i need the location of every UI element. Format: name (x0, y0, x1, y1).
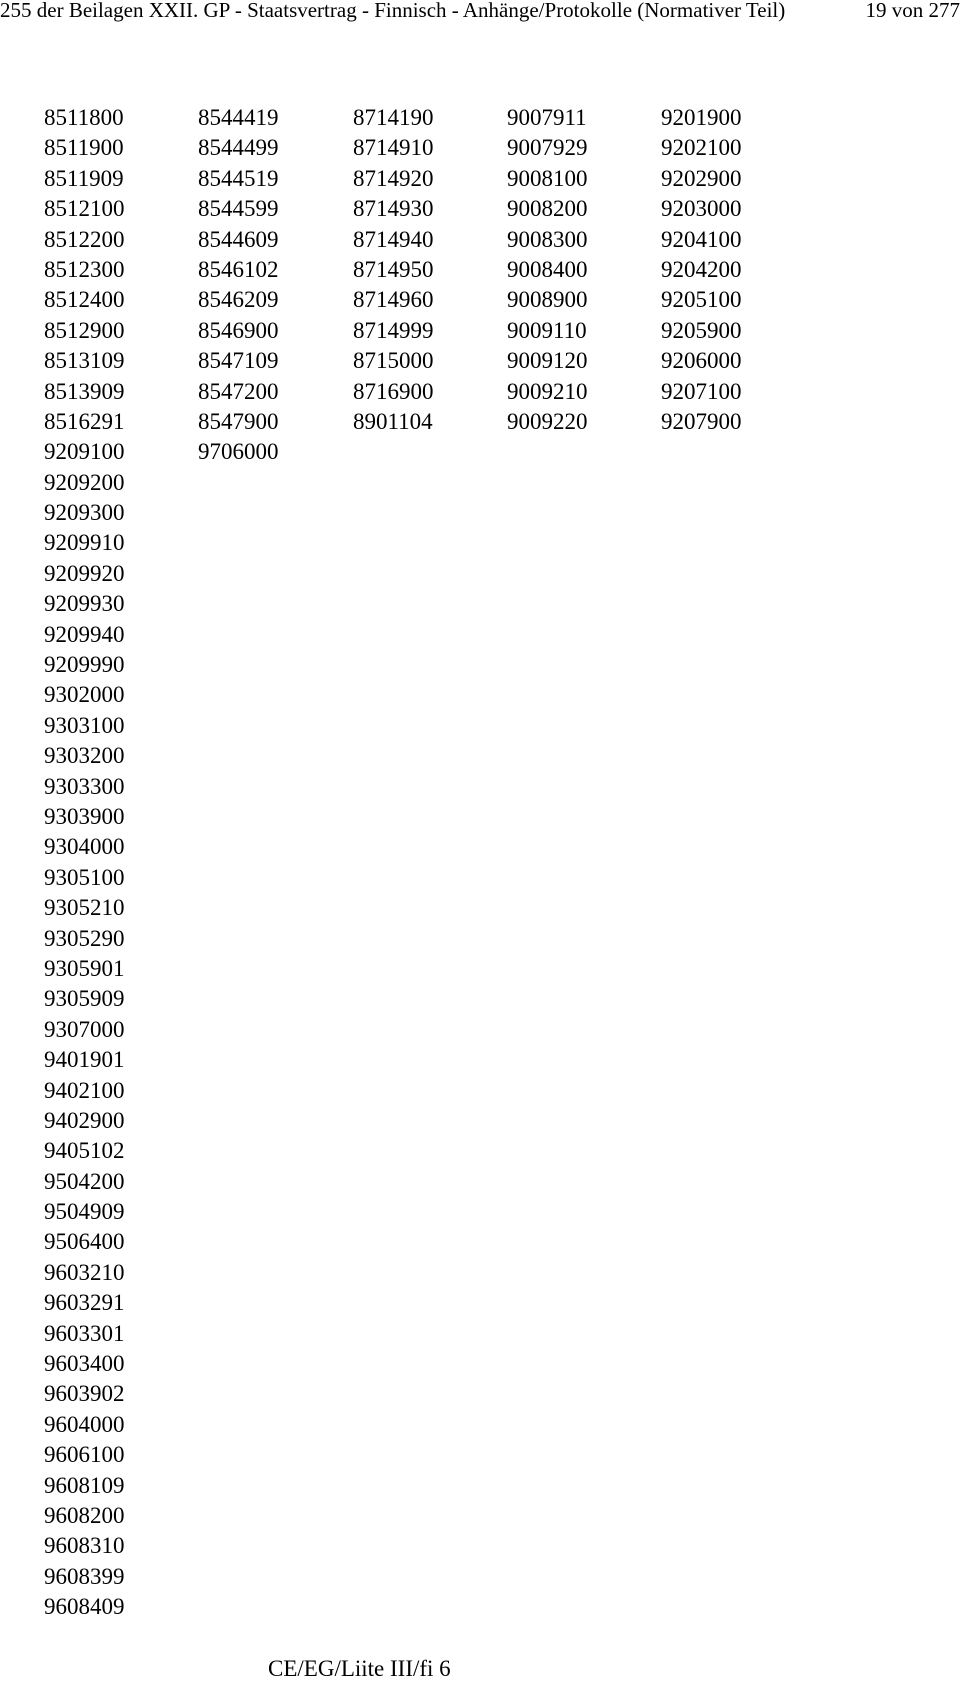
code-entry: 8714930 (353, 196, 434, 222)
code-entry: 9008300 (507, 226, 588, 252)
code-entry: 9209300 (44, 500, 125, 526)
code-entry: 8516291 (44, 408, 125, 434)
code-entry: 9008200 (507, 196, 588, 222)
code-column-4 (507, 103, 588, 437)
code-entry: 9008400 (507, 256, 588, 282)
code-entry: 8512200 (44, 226, 125, 252)
code-entry: 9008900 (507, 287, 588, 313)
code-entry: 8714940 (353, 226, 434, 252)
code-entry: 8511909 (44, 165, 124, 191)
code-entry: 8714999 (353, 317, 434, 343)
code-entry: 9603301 (44, 1320, 125, 1346)
document-title: 255 der Beilagen XXII. GP - Staatsvertrag - Finnisch - Anhänge/Protokolle (Normativer Teil) (0, 0, 786, 22)
code-entry: 9405102 (44, 1138, 125, 1164)
code-entry: 9305290 (44, 925, 125, 951)
code-entry: 9009110 (507, 317, 587, 343)
code-entry: 9305909 (44, 986, 125, 1012)
code-entry: 8544609 (198, 226, 279, 252)
code-column-2 (198, 103, 279, 468)
code-entry: 8714950 (353, 256, 434, 282)
code-entry: 9009220 (507, 408, 588, 434)
code-entry: 9706000 (198, 439, 279, 465)
code-entry: 9202100 (661, 135, 742, 161)
code-entry: 8547200 (198, 378, 279, 404)
code-entry: 9009120 (507, 348, 588, 374)
code-entry: 9608109 (44, 1472, 125, 1498)
code-entry: 9206000 (661, 348, 742, 374)
code-entry: 8546900 (198, 317, 279, 343)
code-entry: 8544599 (198, 196, 279, 222)
code-entry: 9504909 (44, 1199, 125, 1225)
code-entry: 9302000 (44, 682, 125, 708)
code-entry: 9007929 (507, 135, 588, 161)
code-entry: 9203000 (661, 196, 742, 222)
code-entry: 9608200 (44, 1502, 125, 1528)
code-entry: 8544519 (198, 165, 279, 191)
code-entry: 9304000 (44, 834, 125, 860)
code-entry: 9402900 (44, 1107, 125, 1133)
code-column-1 (44, 103, 125, 1623)
code-entry: 9608409 (44, 1594, 125, 1620)
page-footer: CE/EG/Liite III/fi 6 (268, 1656, 451, 1681)
code-entry: 9303900 (44, 803, 125, 829)
code-entry: 8544499 (198, 135, 279, 161)
code-entry: 9204100 (661, 226, 742, 252)
code-entry: 8547109 (198, 348, 279, 374)
code-entry: 9506400 (44, 1229, 125, 1255)
code-entry: 8513909 (44, 378, 125, 404)
page-number: 19 von 277 (865, 0, 960, 22)
code-entry: 9209910 (44, 530, 125, 556)
code-entry: 9303300 (44, 773, 125, 799)
code-entry: 9604000 (44, 1411, 125, 1437)
code-entry: 9007911 (507, 105, 587, 130)
code-entry: 9603400 (44, 1351, 125, 1377)
code-entry: 8512100 (44, 196, 125, 222)
code-entry: 9008100 (507, 165, 588, 191)
code-entry: 8546209 (198, 287, 279, 313)
code-entry: 9603291 (44, 1290, 125, 1316)
code-entry: 9401901 (44, 1047, 125, 1073)
code-entry: 9606100 (44, 1442, 125, 1468)
code-entry: 9305901 (44, 955, 125, 981)
code-entry: 9209200 (44, 469, 125, 495)
code-entry: 9303100 (44, 712, 125, 738)
code-entry: 8714190 (353, 105, 434, 130)
code-entry: 8714960 (353, 287, 434, 313)
code-entry: 9305210 (44, 895, 125, 921)
code-entry: 9209100 (44, 439, 125, 465)
code-entry: 8511900 (44, 135, 124, 161)
code-entry: 9201900 (661, 105, 742, 130)
code-entry: 8546102 (198, 256, 279, 282)
code-entry: 9209930 (44, 591, 125, 617)
code-entry: 8512900 (44, 317, 125, 343)
code-entry: 8511800 (44, 105, 124, 130)
code-entry: 9608399 (44, 1563, 125, 1589)
code-entry: 9202900 (661, 165, 742, 191)
code-entry: 8715000 (353, 348, 434, 374)
code-entry: 8513109 (44, 348, 125, 374)
code-entry: 9209920 (44, 560, 125, 586)
code-entry: 8716900 (353, 378, 434, 404)
code-entry: 9204200 (661, 256, 742, 282)
code-entry: 8547900 (198, 408, 279, 434)
code-entry: 9504200 (44, 1168, 125, 1194)
code-entry: 9205900 (661, 317, 742, 343)
code-entry: 9608310 (44, 1533, 125, 1559)
code-entry: 9207100 (661, 378, 742, 404)
code-entry: 9305100 (44, 864, 125, 890)
code-entry: 9009210 (507, 378, 588, 404)
code-entry: 9207900 (661, 408, 742, 434)
code-column-3 (353, 103, 434, 437)
code-entry: 9205100 (661, 287, 742, 313)
code-entry: 9209990 (44, 652, 125, 678)
code-entry: 8714920 (353, 165, 434, 191)
code-entry: 8901104 (353, 408, 433, 434)
code-entry: 9307000 (44, 1016, 125, 1042)
code-entry: 8512400 (44, 287, 125, 313)
code-entry: 9209940 (44, 621, 125, 647)
code-entry: 9402100 (44, 1077, 125, 1103)
code-entry: 8512300 (44, 256, 125, 282)
code-entry: 9303200 (44, 743, 125, 769)
code-entry: 9603902 (44, 1381, 125, 1407)
code-entry: 8714910 (353, 135, 434, 161)
code-entry: 9603210 (44, 1259, 125, 1285)
code-entry: 8544419 (198, 105, 279, 130)
code-column-5 (661, 103, 742, 437)
